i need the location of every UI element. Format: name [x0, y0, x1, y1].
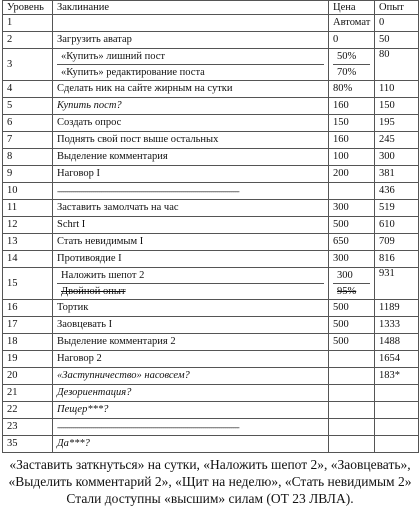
cell-level: 13 — [3, 234, 53, 251]
cell-exp: 50 — [375, 32, 419, 49]
table-row — [3, 183, 419, 200]
cell-level: 1 — [3, 15, 53, 32]
table-row — [3, 368, 419, 385]
cell-price-secondary: 70% — [337, 67, 357, 78]
cell-level: 2 — [3, 32, 53, 49]
cell-price: 50% — [333, 49, 370, 65]
cell-level: 10 — [3, 183, 53, 200]
cell-spell: Пещер***? — [53, 402, 329, 419]
table-row — [3, 300, 419, 317]
table-row — [3, 419, 419, 436]
cell-level: 3 — [3, 49, 53, 81]
cell-level: 9 — [3, 166, 53, 183]
table-row — [3, 436, 419, 453]
table-row — [3, 351, 419, 368]
cell-price: 200 — [329, 166, 375, 183]
table-row — [3, 115, 419, 132]
cell-spell: «Заступничество» насовсем? — [53, 368, 329, 385]
cell-exp: 610 — [375, 217, 419, 234]
cell-level: 12 — [3, 217, 53, 234]
cell-spell: Стать невидимым I — [53, 234, 329, 251]
cell-spell-secondary: Двойной опыт — [61, 286, 126, 297]
table-row — [3, 132, 419, 149]
footer-line-3: Стали доступны «высшим» силам (ОТ 23 ЛВЛА). — [66, 491, 354, 506]
cell-spell-secondary: «Купить» редактирование поста — [61, 67, 205, 78]
cell-price: 160 — [329, 98, 375, 115]
header-spell: Заклинание — [53, 1, 329, 15]
cell-level: 14 — [3, 251, 53, 268]
cell-spell: Заовцевать I — [53, 317, 329, 334]
footer-note — [0, 456, 420, 507]
cell-spell: Наговор I — [53, 166, 329, 183]
cell-price — [329, 183, 375, 200]
cell-exp: 0 — [375, 15, 419, 32]
cell-level: 35 — [3, 436, 53, 453]
cell-exp: 816 — [375, 251, 419, 268]
cell-level: 21 — [3, 385, 53, 402]
cell-spell: Выделение комментария — [53, 149, 329, 166]
cell-price: 500 — [329, 317, 375, 334]
cell-level: 18 — [3, 334, 53, 351]
cell-spell: Schrt I — [53, 217, 329, 234]
cell-exp: 381 — [375, 166, 419, 183]
cell-price: 300 — [329, 251, 375, 268]
header-price: Цена — [329, 1, 375, 15]
cell-level: 23 — [3, 419, 53, 436]
table-row — [3, 317, 419, 334]
cell-exp: 931 — [375, 268, 419, 300]
table-row — [3, 166, 419, 183]
cell-price: 80% — [329, 81, 375, 98]
cell-spell: Выделение комментария 2 — [53, 334, 329, 351]
table-body — [3, 15, 419, 453]
cell-exp: 1333 — [375, 317, 419, 334]
cell-price: 300 — [333, 268, 370, 284]
cell-spell: Поднять свой пост выше остальных — [53, 132, 329, 149]
cell-price — [329, 368, 375, 385]
cell-price — [329, 402, 375, 419]
table-row — [3, 98, 419, 115]
table-row — [3, 49, 419, 81]
cell-spell: ------------------------------------------------------------------------------------------- — [53, 419, 329, 436]
cell-level: 15 — [3, 268, 53, 300]
cell-exp: 110 — [375, 81, 419, 98]
cell-spell: Дезориентация? — [53, 385, 329, 402]
cell-spell: Да***? — [53, 436, 329, 453]
table-header-row — [3, 1, 419, 15]
cell-spell — [53, 15, 329, 32]
cell-spell: Купить пост? — [53, 98, 329, 115]
cell-level: 19 — [3, 351, 53, 368]
cell-price: 500 — [329, 217, 375, 234]
cell-exp: 709 — [375, 234, 419, 251]
cell-price — [329, 436, 375, 453]
table-row — [3, 234, 419, 251]
cell-level: 16 — [3, 300, 53, 317]
header-level: Уровень — [3, 1, 53, 15]
cell-exp: 183* — [375, 368, 419, 385]
cell-exp: 245 — [375, 132, 419, 149]
cell-spell: Заставить замолчать на час — [53, 200, 329, 217]
cell-spell: Загрузить аватар — [53, 32, 329, 49]
cell-price — [329, 351, 375, 368]
cell-price: Автомат — [329, 15, 375, 32]
cell-exp: 1189 — [375, 300, 419, 317]
cell-price: 100 — [329, 149, 375, 166]
cell-spell: «Купить» лишний пост — [57, 49, 324, 65]
spells-table — [2, 0, 419, 453]
cell-exp — [375, 419, 419, 436]
cell-price — [329, 419, 375, 436]
cell-spell: Наговор 2 — [53, 351, 329, 368]
cell-level: 17 — [3, 317, 53, 334]
table-row — [3, 149, 419, 166]
table-row — [3, 81, 419, 98]
table-row — [3, 334, 419, 351]
cell-price: 150 — [329, 115, 375, 132]
cell-price — [329, 385, 375, 402]
cell-level: 7 — [3, 132, 53, 149]
table-row — [3, 15, 419, 32]
cell-spell: Сделать ник на сайте жирным на сутки — [53, 81, 329, 98]
cell-price: 500 — [329, 300, 375, 317]
cell-exp: 80 — [375, 49, 419, 81]
cell-price: 650 — [329, 234, 375, 251]
table-row — [3, 251, 419, 268]
cell-level: 11 — [3, 200, 53, 217]
cell-price: 0 — [329, 32, 375, 49]
table-row — [3, 385, 419, 402]
cell-exp — [375, 385, 419, 402]
cell-level: 8 — [3, 149, 53, 166]
cell-exp: 150 — [375, 98, 419, 115]
table-row — [3, 200, 419, 217]
cell-spell: Создать опрос — [53, 115, 329, 132]
table-row — [3, 268, 419, 300]
cell-exp: 519 — [375, 200, 419, 217]
cell-price: 160 — [329, 132, 375, 149]
cell-spell: Тортик — [53, 300, 329, 317]
cell-price: 500 — [329, 334, 375, 351]
table-row — [3, 32, 419, 49]
cell-price-secondary: 95% — [337, 286, 357, 297]
cell-exp: 1654 — [375, 351, 419, 368]
cell-spell: Наложить шепот 2 — [57, 268, 324, 284]
cell-exp: 195 — [375, 115, 419, 132]
cell-spell: ------------------------------------------------------------------------------------------- — [53, 183, 329, 200]
cell-exp — [375, 402, 419, 419]
cell-spell: Противоядие I — [53, 251, 329, 268]
cell-level: 6 — [3, 115, 53, 132]
cell-exp: 436 — [375, 183, 419, 200]
cell-price: 300 — [329, 200, 375, 217]
header-exp: Опыт — [375, 1, 419, 15]
cell-level: 5 — [3, 98, 53, 115]
footer-line-1: «Заставить заткнуться» на сутки, «Наложить шепот 2», «Заовцевать», — [9, 457, 411, 472]
footer-line-2: «Выделить комментарий 2», «Щит на неделю», «Стать невидимым 2» — [8, 474, 412, 489]
cell-level: 20 — [3, 368, 53, 385]
cell-exp: 1488 — [375, 334, 419, 351]
cell-level: 4 — [3, 81, 53, 98]
cell-exp: 300 — [375, 149, 419, 166]
cell-level: 22 — [3, 402, 53, 419]
table-row — [3, 217, 419, 234]
cell-exp — [375, 436, 419, 453]
table-row — [3, 402, 419, 419]
